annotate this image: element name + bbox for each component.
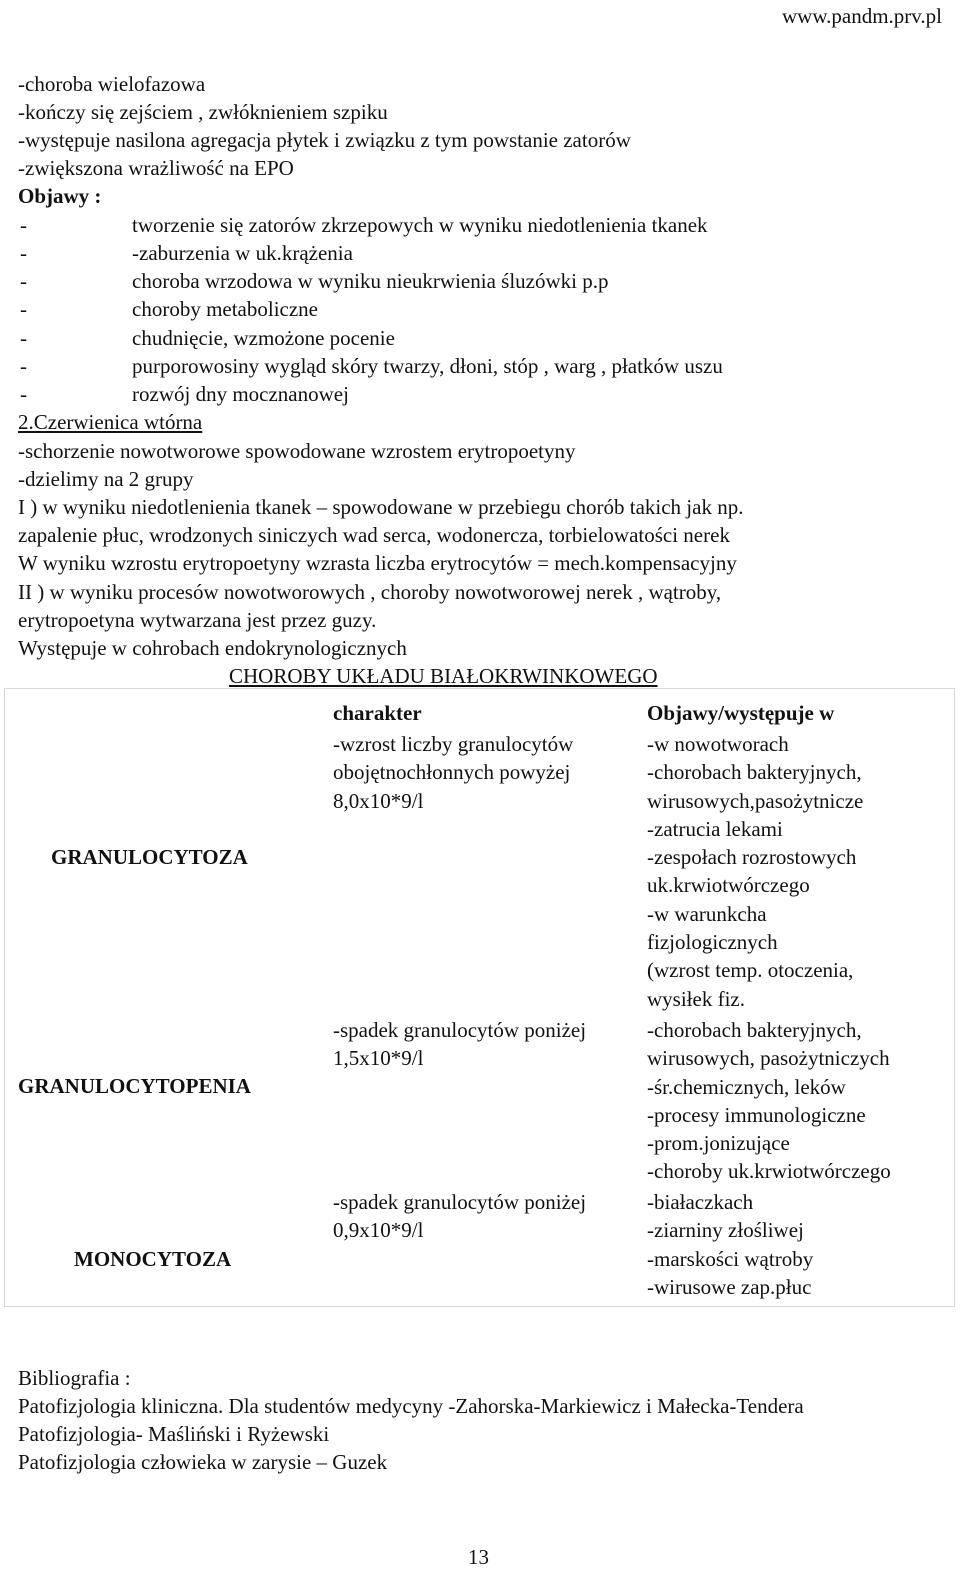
symptom-text: purporowosiny wygląd skóry twarzy, dłoni, stóp , warg , płatków uszu <box>132 354 723 378</box>
charakter-cell <box>333 1016 586 1073</box>
section-title: 2.Czerwienica wtórna <box>18 410 203 434</box>
charakter-cell <box>333 730 573 815</box>
bullet-dash: - <box>20 382 27 406</box>
bibliography-heading: Bibliografia : <box>18 1366 131 1390</box>
symptom-text: choroba wrzodowa w wyniku nieukrwienia śluzówki p.p <box>132 269 609 293</box>
cell-line: -zespołach rozrostowych <box>647 845 857 870</box>
charakter-cell <box>333 1188 586 1245</box>
cell-line: obojętnochłonnych powyżej <box>333 760 571 785</box>
symptom-item <box>18 239 353 267</box>
cell-line: 0,9x10*9/l <box>333 1218 424 1243</box>
symptom-item <box>18 324 395 352</box>
bullet-dash: - <box>20 269 27 293</box>
bullet-dash: - <box>20 297 27 321</box>
row-name-monocytoza: MONOCYTOZA <box>74 1247 232 1271</box>
bullet-dash: - <box>20 241 27 265</box>
cell-line: 8,0x10*9/l <box>333 788 424 813</box>
intro-line: -zwiększona wrażliwość na EPO <box>18 156 294 180</box>
page-number: 13 <box>468 1545 489 1569</box>
cell-line: fizjologicznych <box>647 930 778 955</box>
intro-line: -kończy się zejściem , zwłóknieniem szpiku <box>18 100 388 124</box>
cell-line: (wzrost temp. otoczenia, <box>647 958 854 983</box>
cell-line: -spadek granulocytów poniżej <box>333 1190 587 1214</box>
intro-line: -choroba wielofazowa <box>18 72 206 96</box>
cell-line: -chorobach bakteryjnych, <box>647 760 862 785</box>
section-line: -schorzenie nowotworowe spowodowane wzrostem erytropoetyny <box>18 439 576 463</box>
bibliography-item: Patofizjologia kliniczna. Dla studentów medycyny -Zahorska-Markiewicz i Małecka-Tendera <box>18 1394 804 1418</box>
section-line: -dzielimy na 2 grupy <box>18 467 194 491</box>
intro-line: -występuje nasilona agregacja płytek i związku z tym powstanie zatorów <box>18 128 631 152</box>
cell-line: -ziarniny złośliwej <box>647 1218 804 1243</box>
section-line: zapalenie płuc, wrodzonych siniczych wad serca, wodonercza, torbielowatości nerek <box>18 523 730 547</box>
symptom-item <box>18 352 723 380</box>
symptom-item <box>18 211 708 239</box>
section-line: erytropoetyna wytwarzana jest przez guzy. <box>18 608 377 632</box>
header-objawy: Objawy/występuje w <box>647 701 835 725</box>
cell-line: -wirusowe zap.płuc <box>647 1274 812 1299</box>
bibliography-item: Patofizjologia- Maśliński i Ryżewski <box>18 1422 330 1446</box>
bibliography-item: Patofizjologia człowieka w zarysie – Guzek <box>18 1450 388 1474</box>
section-line: II ) w wyniku procesów nowotworowych , choroby nowotworowej nerek , wątroby, <box>18 580 722 604</box>
symptom-text: -zaburzenia w uk.krążenia <box>132 241 353 265</box>
cell-line: 1,5x10*9/l <box>333 1046 424 1071</box>
bullet-dash: - <box>20 354 27 378</box>
bullet-dash: - <box>20 213 27 237</box>
symptoms-heading: Objawy : <box>18 184 102 208</box>
cell-line: wirusowych,pasożytnicze <box>647 788 864 813</box>
cell-line: -wzrost liczby granulocytów <box>333 732 574 756</box>
cell-line: wysiłek fiz. <box>647 986 745 1011</box>
cell-line: -w warunkcha <box>647 901 767 926</box>
objawy-cell <box>647 1016 891 1186</box>
cell-line: -procesy immunologiczne <box>647 1102 866 1127</box>
row-name-granulocytoza: GRANULOCYTOZA <box>51 845 248 869</box>
cell-line: -prom.jonizujące <box>647 1131 790 1156</box>
cell-line: -spadek granulocytów poniżej <box>333 1018 587 1042</box>
cell-line: -białaczkach <box>647 1190 754 1214</box>
site-url: www.pandm.prv.pl <box>781 4 942 28</box>
section-line: W wyniku wzrostu erytropoetyny wzrasta liczba erytrocytów = mech.kompensacyjny <box>18 551 737 575</box>
symptom-text: choroby metaboliczne <box>132 297 319 321</box>
objawy-cell <box>647 1188 813 1301</box>
symptom-item <box>18 295 319 323</box>
table-title: CHOROBY UKŁADU BIAŁOKRWINKOWEGO <box>229 664 658 688</box>
cell-line: uk.krwiotwórczego <box>647 873 810 898</box>
bullet-dash: - <box>20 326 27 350</box>
symptom-item <box>18 380 349 408</box>
section-line: Występuje w cohrobach endokrynologicznych <box>18 636 407 660</box>
symptom-text: tworzenie się zatorów zkrzepowych w wyniku niedotlenienia tkanek <box>132 213 708 237</box>
cell-line: -marskości wątroby <box>647 1246 814 1271</box>
row-name-granulocytopenia: GRANULOCYTOPENIA <box>18 1074 251 1098</box>
symptom-item <box>18 267 609 295</box>
cell-line: -choroby uk.krwiotwórczego <box>647 1159 891 1184</box>
cell-line: -zatrucia lekami <box>647 816 783 841</box>
symptom-text: chudnięcie, wzmożone pocenie <box>132 326 395 350</box>
cell-line: -śr.chemicznych, leków <box>647 1074 846 1099</box>
section-line: I ) w wyniku niedotlenienia tkanek – spowodowane w przebiegu chorób takich jak np. <box>18 495 744 519</box>
symptom-text: rozwój dny mocznanowej <box>132 382 349 406</box>
cell-line: wirusowych, pasożytniczych <box>647 1046 890 1071</box>
objawy-cell <box>647 730 863 1013</box>
header-charakter: charakter <box>333 701 422 725</box>
cell-line: -w nowotworach <box>647 732 789 756</box>
cell-line: -chorobach bakteryjnych, <box>647 1018 862 1042</box>
